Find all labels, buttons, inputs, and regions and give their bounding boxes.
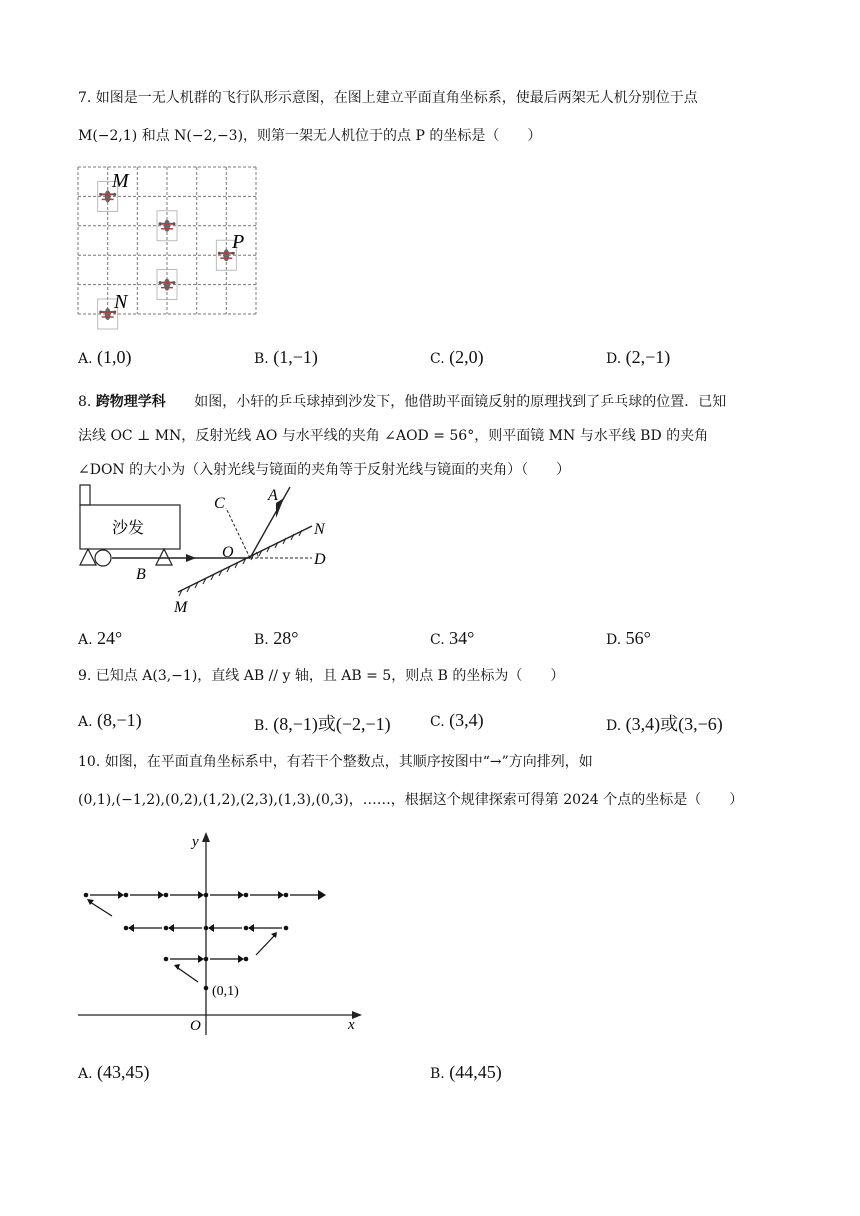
label-C: C xyxy=(214,495,225,512)
option-value: (1,−1) xyxy=(273,347,318,367)
option-letter: C. xyxy=(430,632,445,648)
option-value: (2,0) xyxy=(449,347,484,367)
option-letter: D. xyxy=(606,632,622,648)
q7-option-c[interactable] xyxy=(430,347,484,368)
label-A: A xyxy=(268,487,278,504)
q9-stem: 9. 已知点 A(3,−1)，直线 AB // y 轴，且 AB = 5，则点 B 的坐标为（ ） xyxy=(78,668,565,684)
q7-drone-grid-figure xyxy=(74,162,264,332)
option-letter: B. xyxy=(254,718,269,734)
option-value: (2,−1) xyxy=(625,347,671,367)
option-letter: D. xyxy=(606,718,622,734)
sofa-armrest xyxy=(80,485,90,505)
label-O: O xyxy=(222,544,234,561)
q10-stem-line1: 10. 如图，在平面直角坐标系中，有若干个整数点，其顺序按图中“→”方向排列，如 xyxy=(78,754,593,770)
option-value: (8,−1)或(−2,−1) xyxy=(273,714,391,734)
q8-stem-line2: 法线 OC ⊥ MN，反射光线 AO 与水平线的夹角 ∠AOD = 56°，则平面镜 MN 与水平线 BD 的夹角 xyxy=(78,428,709,444)
option-letter: A. xyxy=(78,1066,93,1082)
option-letter: C. xyxy=(430,714,445,730)
q10-option-b[interactable] xyxy=(430,1062,502,1083)
q9-option-b[interactable] xyxy=(254,710,391,736)
q7-option-b[interactable] xyxy=(254,347,318,368)
option-value: 56° xyxy=(625,628,651,648)
option-value: 34° xyxy=(449,628,475,648)
q8-option-a[interactable] xyxy=(78,628,122,649)
q8-stem-line1: 8. 跨物理学科 如图，小轩的乒乓球掉到沙发下，他借助平面镜反射的原理找到了乒乓球的位置．已知 xyxy=(78,394,727,410)
label-M: M xyxy=(112,170,129,192)
q8-option-d[interactable] xyxy=(606,628,651,649)
label-P: P xyxy=(232,231,245,253)
option-value: (1,0) xyxy=(97,347,132,367)
q7-stem-line2: M(−2,1) 和点 N(−2,−3)，则第一架无人机位于的点 P 的坐标是（ ） xyxy=(78,128,542,144)
q10-option-a[interactable] xyxy=(78,1062,150,1083)
option-value: 28° xyxy=(273,628,299,648)
q10-integer-points-figure xyxy=(74,830,374,1040)
option-letter: D. xyxy=(606,351,622,367)
option-letter: A. xyxy=(78,632,93,648)
option-value: (44,45) xyxy=(449,1062,502,1082)
axis-y-label: y xyxy=(192,834,199,850)
label-N: N xyxy=(114,291,128,313)
option-value: (43,45) xyxy=(97,1062,150,1082)
q9-option-c[interactable] xyxy=(430,710,484,731)
origin-label: O xyxy=(190,1018,201,1034)
option-letter: A. xyxy=(78,714,93,730)
q8-subject-tag: 跨物理学科 xyxy=(95,394,166,410)
option-letter: B. xyxy=(254,351,269,367)
option-value: (8,−1) xyxy=(97,710,142,730)
axis-x-label: x xyxy=(348,1017,355,1033)
q9-option-d[interactable] xyxy=(606,710,723,736)
label-B: B xyxy=(136,566,146,583)
label-M: M xyxy=(174,599,188,616)
option-letter: B. xyxy=(254,632,269,648)
q8-mirror-reflection-figure xyxy=(74,482,354,617)
sofa-label: 沙发 xyxy=(112,520,145,537)
q8-option-c[interactable] xyxy=(430,628,474,649)
q8-stem-line3: ∠DON 的大小为（入射光线与镜面的夹角等于反射光线与镜面的夹角）（ ） xyxy=(78,462,571,478)
point-0-1-label: (0,1) xyxy=(212,984,239,999)
option-value: (3,4) xyxy=(449,710,484,730)
option-letter: C. xyxy=(430,351,445,367)
q9-option-a[interactable] xyxy=(78,710,142,731)
q7-stem-line1: 7. 如图是一无人机群的飞行队形示意图，在图上建立平面直角坐标系，使最后两架无人机分别位于点 xyxy=(78,90,698,106)
q10-stem-line2: (0,1),(−1,2),(0,2),(1,2),(2,3),(1,3),(0,3)，……，根据这个规律探索可得第 2024 个点的坐标是（ ） xyxy=(78,792,744,808)
option-letter: A. xyxy=(78,351,93,367)
label-N: N xyxy=(314,521,325,538)
option-value: 24° xyxy=(97,628,123,648)
q7-option-a[interactable] xyxy=(78,347,132,368)
label-D: D xyxy=(314,551,326,568)
q7-option-d[interactable] xyxy=(606,347,670,368)
q8-option-b[interactable] xyxy=(254,628,298,649)
option-letter: B. xyxy=(430,1066,445,1082)
option-value: (3,4)或(3,−6) xyxy=(625,714,723,734)
